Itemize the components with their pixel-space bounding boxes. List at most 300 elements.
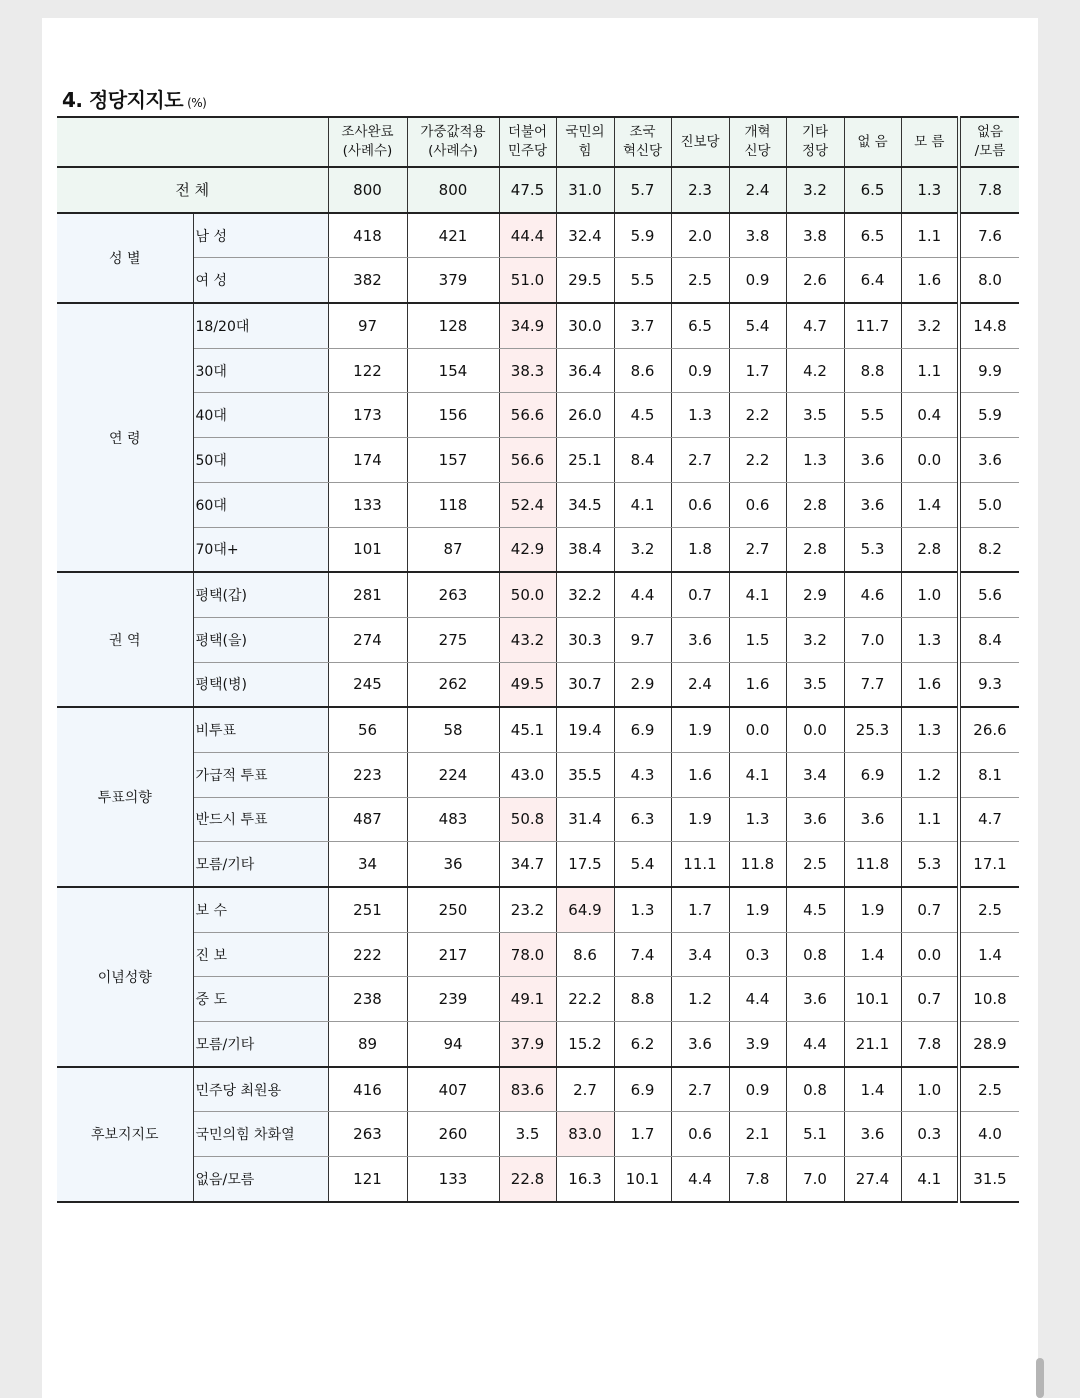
value-cell: 29.5	[556, 258, 614, 303]
row-label: 30대	[193, 348, 328, 393]
value-cell: 11.1	[671, 842, 729, 887]
table-row	[57, 1112, 1019, 1157]
value-cell: 2.9	[786, 572, 844, 617]
value-cell: 26.0	[556, 393, 614, 438]
value-cell: 2.5	[959, 887, 1019, 932]
party-support-table	[57, 116, 1019, 1203]
value-cell: 224	[407, 752, 499, 797]
value-cell: 83.0	[556, 1112, 614, 1157]
value-cell: 4.4	[729, 977, 786, 1022]
row-label: 60대	[193, 482, 328, 527]
value-cell: 1.3	[614, 887, 671, 932]
value-cell: 4.3	[614, 752, 671, 797]
column-header-text: (사례수)	[342, 143, 393, 159]
row-label: 중 도	[193, 977, 328, 1022]
column-header-text: 진보당	[680, 133, 720, 150]
value-cell: 1.6	[671, 752, 729, 797]
value-cell: 3.6	[959, 438, 1019, 483]
value-cell: 6.5	[671, 303, 729, 348]
value-cell: 260	[407, 1112, 499, 1157]
value-cell: 7.8	[901, 1022, 959, 1067]
value-cell: 5.3	[844, 527, 901, 572]
value-cell: 1.7	[729, 348, 786, 393]
value-cell: 4.7	[786, 303, 844, 348]
value-cell: 2.8	[786, 527, 844, 572]
value-cell: 32.4	[556, 213, 614, 258]
value-cell: 1.1	[901, 797, 959, 842]
value-cell: 3.4	[671, 932, 729, 977]
value-cell: 281	[328, 572, 407, 617]
value-cell: 27.4	[844, 1157, 901, 1202]
value-cell: 6.3	[614, 797, 671, 842]
value-cell: 14.8	[959, 303, 1019, 348]
table-row	[57, 932, 1019, 977]
value-cell: 1.1	[901, 213, 959, 258]
value-cell: 1.3	[901, 167, 959, 213]
value-cell: 7.0	[786, 1157, 844, 1202]
total-label: 전 체	[57, 167, 328, 213]
column-header	[328, 117, 407, 167]
value-cell: 43.2	[499, 617, 556, 662]
value-cell: 49.1	[499, 977, 556, 1022]
value-cell: 5.3	[901, 842, 959, 887]
value-cell: 97	[328, 303, 407, 348]
value-cell: 1.2	[671, 977, 729, 1022]
value-cell: 2.9	[614, 662, 671, 707]
value-cell: 5.9	[959, 393, 1019, 438]
group-label: 연 령	[57, 303, 193, 572]
value-cell: 2.4	[671, 662, 729, 707]
value-cell: 94	[407, 1022, 499, 1067]
value-cell: 0.0	[901, 438, 959, 483]
value-cell: 7.4	[614, 932, 671, 977]
scrollbar-thumb[interactable]	[1036, 1358, 1044, 1398]
value-cell: 2.5	[786, 842, 844, 887]
column-header-text: 조사완료	[341, 124, 394, 140]
value-cell: 4.5	[614, 393, 671, 438]
value-cell: 0.0	[901, 932, 959, 977]
column-header	[901, 117, 959, 167]
row-label: 모름/기타	[193, 1022, 328, 1067]
value-cell: 34	[328, 842, 407, 887]
group-label: 후보지지도	[57, 1067, 193, 1202]
value-cell: 379	[407, 258, 499, 303]
value-cell: 1.4	[844, 1067, 901, 1112]
value-cell: 245	[328, 662, 407, 707]
value-cell: 3.6	[671, 1022, 729, 1067]
value-cell: 1.9	[671, 797, 729, 842]
value-cell: 51.0	[499, 258, 556, 303]
value-cell: 4.1	[614, 482, 671, 527]
row-label: 70대+	[193, 527, 328, 572]
value-cell: 4.1	[901, 1157, 959, 1202]
value-cell: 2.5	[959, 1067, 1019, 1112]
value-cell: 238	[328, 977, 407, 1022]
column-header	[671, 117, 729, 167]
value-cell: 4.4	[671, 1157, 729, 1202]
value-cell: 1.6	[901, 258, 959, 303]
value-cell: 3.5	[786, 662, 844, 707]
value-cell: 3.6	[844, 797, 901, 842]
value-cell: 239	[407, 977, 499, 1022]
row-label: 40대	[193, 393, 328, 438]
value-cell: 15.2	[556, 1022, 614, 1067]
value-cell: 1.6	[729, 662, 786, 707]
value-cell: 1.0	[901, 572, 959, 617]
table-row	[57, 1022, 1019, 1067]
table-row	[57, 438, 1019, 483]
value-cell: 173	[328, 393, 407, 438]
value-cell: 22.8	[499, 1157, 556, 1202]
value-cell: 10.1	[614, 1157, 671, 1202]
value-cell: 1.4	[844, 932, 901, 977]
column-header	[729, 117, 786, 167]
value-cell: 6.9	[614, 707, 671, 752]
row-label: 남 성	[193, 213, 328, 258]
column-header-text: 힘	[578, 143, 592, 159]
value-cell: 3.6	[844, 438, 901, 483]
value-cell: 222	[328, 932, 407, 977]
value-cell: 50.8	[499, 797, 556, 842]
value-cell: 133	[328, 482, 407, 527]
value-cell: 1.3	[671, 393, 729, 438]
row-label: 여 성	[193, 258, 328, 303]
value-cell: 5.4	[614, 842, 671, 887]
value-cell: 2.7	[556, 1067, 614, 1112]
value-cell: 1.0	[901, 1067, 959, 1112]
table-row	[57, 572, 1019, 617]
value-cell: 35.5	[556, 752, 614, 797]
value-cell: 800	[328, 167, 407, 213]
value-cell: 10.8	[959, 977, 1019, 1022]
column-header-text: 민주당	[507, 143, 548, 159]
row-label: 18/20대	[193, 303, 328, 348]
value-cell: 101	[328, 527, 407, 572]
value-cell: 5.5	[844, 393, 901, 438]
value-cell: 262	[407, 662, 499, 707]
row-label: 평택(을)	[193, 617, 328, 662]
value-cell: 0.6	[671, 1112, 729, 1157]
value-cell: 275	[407, 617, 499, 662]
value-cell: 174	[328, 438, 407, 483]
value-cell: 8.1	[959, 752, 1019, 797]
value-cell: 133	[407, 1157, 499, 1202]
column-header-text: 조국	[629, 124, 656, 140]
value-cell: 5.1	[786, 1112, 844, 1157]
value-cell: 4.6	[844, 572, 901, 617]
table-row	[57, 348, 1019, 393]
value-cell: 2.4	[729, 167, 786, 213]
column-header-text: 기타	[801, 124, 829, 140]
value-cell: 6.4	[844, 258, 901, 303]
table-header-row	[57, 117, 1019, 167]
table-row	[57, 662, 1019, 707]
value-cell: 1.3	[786, 438, 844, 483]
value-cell: 156	[407, 393, 499, 438]
value-cell: 31.5	[959, 1157, 1019, 1202]
value-cell: 3.5	[786, 393, 844, 438]
value-cell: 251	[328, 887, 407, 932]
value-cell: 34.7	[499, 842, 556, 887]
value-cell: 223	[328, 752, 407, 797]
value-cell: 3.6	[671, 617, 729, 662]
value-cell: 4.4	[786, 1022, 844, 1067]
value-cell: 1.3	[901, 617, 959, 662]
value-cell: 4.5	[786, 887, 844, 932]
value-cell: 118	[407, 482, 499, 527]
table-row	[57, 797, 1019, 842]
value-cell: 3.2	[786, 167, 844, 213]
value-cell: 56.6	[499, 438, 556, 483]
table-row	[57, 482, 1019, 527]
value-cell: 418	[328, 213, 407, 258]
value-cell: 1.9	[844, 887, 901, 932]
value-cell: 1.5	[729, 617, 786, 662]
value-cell: 8.4	[959, 617, 1019, 662]
value-cell: 9.7	[614, 617, 671, 662]
column-header	[499, 117, 556, 167]
value-cell: 0.8	[786, 932, 844, 977]
value-cell: 1.7	[671, 887, 729, 932]
group-label: 투표의향	[57, 707, 193, 887]
value-cell: 30.0	[556, 303, 614, 348]
value-cell: 45.1	[499, 707, 556, 752]
value-cell: 7.7	[844, 662, 901, 707]
value-cell: 83.6	[499, 1067, 556, 1112]
value-cell: 36	[407, 842, 499, 887]
group-label: 권 역	[57, 572, 193, 707]
value-cell: 52.4	[499, 482, 556, 527]
value-cell: 17.5	[556, 842, 614, 887]
value-cell: 1.6	[901, 662, 959, 707]
column-header-text: (사례수)	[428, 143, 478, 159]
value-cell: 56.6	[499, 393, 556, 438]
value-cell: 8.6	[556, 932, 614, 977]
value-cell: 2.2	[729, 393, 786, 438]
value-cell: 217	[407, 932, 499, 977]
value-cell: 1.4	[959, 932, 1019, 977]
column-header-text: 개혁	[744, 124, 771, 140]
value-cell: 49.5	[499, 662, 556, 707]
table-row	[57, 842, 1019, 887]
value-cell: 0.9	[729, 258, 786, 303]
value-cell: 487	[328, 797, 407, 842]
table-row	[57, 977, 1019, 1022]
value-cell: 89	[328, 1022, 407, 1067]
value-cell: 0.7	[671, 572, 729, 617]
value-cell: 4.1	[729, 752, 786, 797]
value-cell: 0.8	[786, 1067, 844, 1112]
table-row	[57, 707, 1019, 752]
value-cell: 157	[407, 438, 499, 483]
value-cell: 6.2	[614, 1022, 671, 1067]
value-cell: 0.3	[729, 932, 786, 977]
value-cell: 5.7	[614, 167, 671, 213]
value-cell: 2.7	[729, 527, 786, 572]
value-cell: 2.8	[786, 482, 844, 527]
value-cell: 2.5	[671, 258, 729, 303]
value-cell: 28.9	[959, 1022, 1019, 1067]
document-page	[42, 18, 1038, 1398]
value-cell: 37.9	[499, 1022, 556, 1067]
table-row	[57, 393, 1019, 438]
value-cell: 0.7	[901, 977, 959, 1022]
column-header-text: 더불어	[507, 124, 548, 140]
value-cell: 483	[407, 797, 499, 842]
column-header-text: /모름	[974, 143, 1006, 159]
total-row	[57, 167, 1019, 213]
row-label: 없음/모름	[193, 1157, 328, 1202]
value-cell: 38.4	[556, 527, 614, 572]
row-label: 진 보	[193, 932, 328, 977]
value-cell: 2.8	[901, 527, 959, 572]
value-cell: 3.4	[786, 752, 844, 797]
value-cell: 1.9	[729, 887, 786, 932]
value-cell: 0.9	[729, 1067, 786, 1112]
value-cell: 7.6	[959, 213, 1019, 258]
value-cell: 3.5	[499, 1112, 556, 1157]
value-cell: 19.4	[556, 707, 614, 752]
value-cell: 8.8	[614, 977, 671, 1022]
row-label: 모름/기타	[193, 842, 328, 887]
value-cell: 50.0	[499, 572, 556, 617]
value-cell: 8.6	[614, 348, 671, 393]
value-cell: 3.8	[729, 213, 786, 258]
value-cell: 44.4	[499, 213, 556, 258]
value-cell: 3.2	[614, 527, 671, 572]
column-header	[407, 117, 499, 167]
value-cell: 2.1	[729, 1112, 786, 1157]
value-cell: 6.9	[844, 752, 901, 797]
value-cell: 7.0	[844, 617, 901, 662]
value-cell: 25.1	[556, 438, 614, 483]
value-cell: 4.0	[959, 1112, 1019, 1157]
row-label: 민주당 최원용	[193, 1067, 328, 1112]
group-label: 이념성향	[57, 887, 193, 1067]
value-cell: 2.3	[671, 167, 729, 213]
value-cell: 2.6	[786, 258, 844, 303]
value-cell: 4.2	[786, 348, 844, 393]
value-cell: 11.8	[729, 842, 786, 887]
value-cell: 9.9	[959, 348, 1019, 393]
row-label: 국민의힘 차화열	[193, 1112, 328, 1157]
value-cell: 34.9	[499, 303, 556, 348]
value-cell: 6.5	[844, 167, 901, 213]
row-label: 평택(병)	[193, 662, 328, 707]
value-cell: 8.2	[959, 527, 1019, 572]
value-cell: 8.8	[844, 348, 901, 393]
column-header	[614, 117, 671, 167]
value-cell: 274	[328, 617, 407, 662]
value-cell: 1.2	[901, 752, 959, 797]
column-header-text: 가중값적용	[420, 124, 486, 140]
value-cell: 1.3	[901, 707, 959, 752]
value-cell: 250	[407, 887, 499, 932]
column-header-text: 정당	[801, 143, 829, 159]
value-cell: 4.7	[959, 797, 1019, 842]
value-cell: 0.6	[729, 482, 786, 527]
value-cell: 11.7	[844, 303, 901, 348]
value-cell: 416	[328, 1067, 407, 1112]
table-row	[57, 1067, 1019, 1112]
value-cell: 3.6	[844, 482, 901, 527]
value-cell: 3.9	[729, 1022, 786, 1067]
value-cell: 3.8	[786, 213, 844, 258]
table-row	[57, 887, 1019, 932]
column-header	[556, 117, 614, 167]
value-cell: 154	[407, 348, 499, 393]
section-title-text: 4. 정당지지도	[62, 88, 184, 112]
value-cell: 6.5	[844, 213, 901, 258]
column-header-text: 없음	[976, 124, 1004, 140]
value-cell: 11.8	[844, 842, 901, 887]
value-cell: 4.4	[614, 572, 671, 617]
value-cell: 0.0	[729, 707, 786, 752]
value-cell: 32.2	[556, 572, 614, 617]
row-label: 비투표	[193, 707, 328, 752]
value-cell: 21.1	[844, 1022, 901, 1067]
value-cell: 421	[407, 213, 499, 258]
value-cell: 3.6	[786, 797, 844, 842]
value-cell: 3.2	[901, 303, 959, 348]
value-cell: 78.0	[499, 932, 556, 977]
value-cell: 5.6	[959, 572, 1019, 617]
value-cell: 3.6	[844, 1112, 901, 1157]
value-cell: 0.9	[671, 348, 729, 393]
value-cell: 0.7	[901, 887, 959, 932]
value-cell: 7.8	[959, 167, 1019, 213]
value-cell: 5.4	[729, 303, 786, 348]
value-cell: 800	[407, 167, 499, 213]
value-cell: 42.9	[499, 527, 556, 572]
value-cell: 1.4	[901, 482, 959, 527]
table-body	[57, 167, 1019, 1202]
table-row	[57, 1157, 1019, 1202]
value-cell: 0.0	[786, 707, 844, 752]
value-cell: 3.2	[786, 617, 844, 662]
value-cell: 38.3	[499, 348, 556, 393]
value-cell: 1.7	[614, 1112, 671, 1157]
table-row	[57, 752, 1019, 797]
value-cell: 16.3	[556, 1157, 614, 1202]
value-cell: 1.3	[729, 797, 786, 842]
value-cell: 382	[328, 258, 407, 303]
value-cell: 0.6	[671, 482, 729, 527]
value-cell: 22.2	[556, 977, 614, 1022]
value-cell: 87	[407, 527, 499, 572]
value-cell: 56	[328, 707, 407, 752]
section-title-unit: (%)	[187, 96, 207, 110]
value-cell: 2.7	[671, 1067, 729, 1112]
row-label: 보 수	[193, 887, 328, 932]
value-cell: 122	[328, 348, 407, 393]
value-cell: 6.9	[614, 1067, 671, 1112]
value-cell: 47.5	[499, 167, 556, 213]
column-header-text: 없 음	[857, 133, 888, 150]
table-row	[57, 213, 1019, 258]
value-cell: 31.4	[556, 797, 614, 842]
value-cell: 263	[407, 572, 499, 617]
table-row	[57, 617, 1019, 662]
value-cell: 8.4	[614, 438, 671, 483]
value-cell: 17.1	[959, 842, 1019, 887]
value-cell: 25.3	[844, 707, 901, 752]
column-header-text: 신당	[744, 143, 771, 159]
column-header	[786, 117, 844, 167]
group-label: 성 별	[57, 213, 193, 303]
column-header-text: 국민의	[565, 124, 605, 140]
value-cell: 30.3	[556, 617, 614, 662]
